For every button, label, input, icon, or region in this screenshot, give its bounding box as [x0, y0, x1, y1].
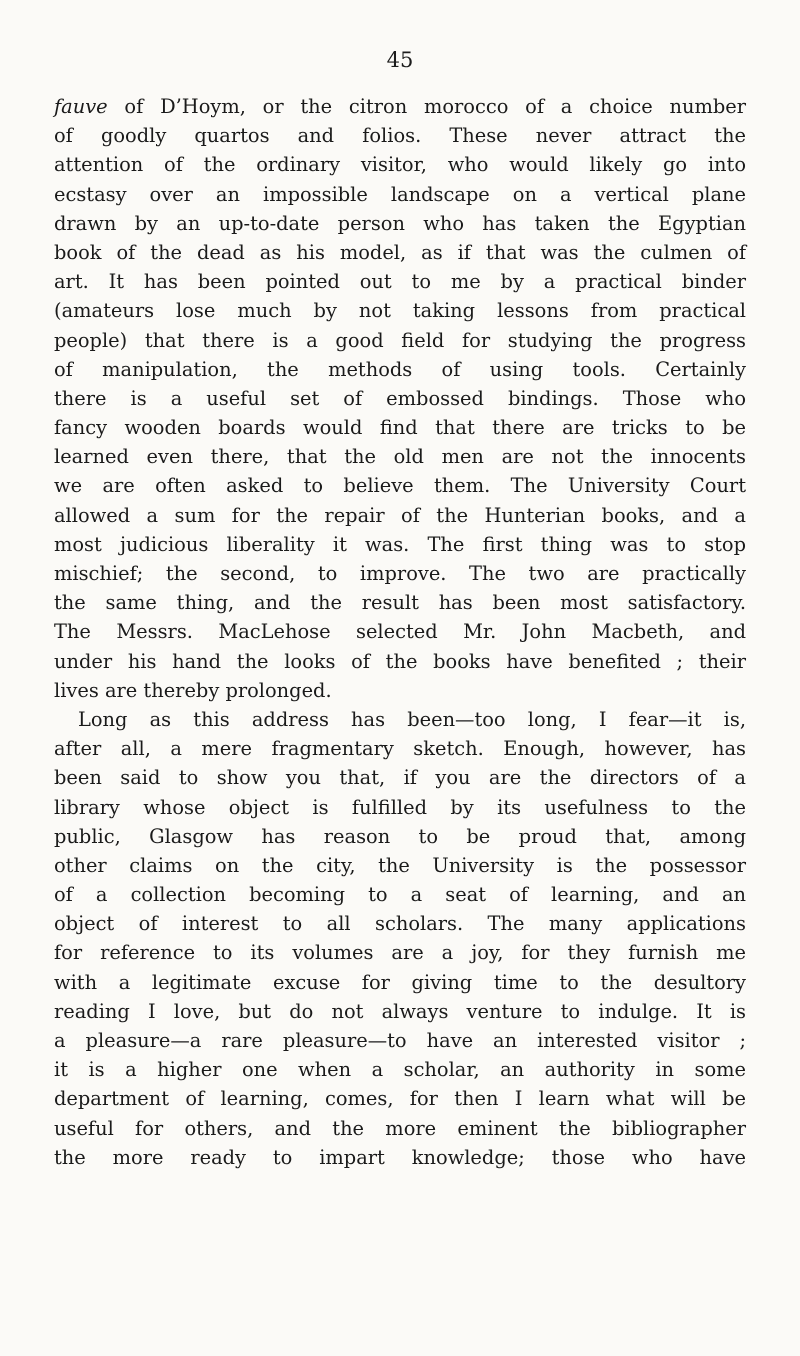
line-text: been said to show you that, if you are the directors of a [54, 766, 746, 790]
text-line [54, 121, 746, 150]
text-line [54, 180, 746, 209]
line-text: people) that there is a good field for studying the progress [54, 328, 746, 352]
line-text: of a collection becoming to a seat of learning, and an [54, 883, 746, 907]
text-line [54, 238, 746, 267]
line-text: the more ready to impart knowledge; those who have [54, 1145, 746, 1169]
text-line [54, 559, 746, 588]
line-text: library whose object is fulfilled by its usefulness to the [54, 795, 746, 819]
line-text: reading I love, but do not always venture to indulge. It is [54, 999, 746, 1023]
text-line [54, 617, 746, 646]
line-text: other claims on the city, the University is the possessor [54, 853, 746, 877]
line-text: book of the dead as his model, as if that was the culmen of [54, 240, 746, 264]
text-line [54, 413, 746, 442]
line-text: fancy wooden boards would find that there are tricks to be [54, 416, 746, 440]
text-line [54, 296, 746, 325]
text-line [54, 92, 746, 121]
line-text: attention of the ordinary visitor, who would likely go into [54, 153, 746, 177]
line-text: after all, a mere fragmentary sketch. Enough, however, has [54, 737, 746, 761]
text-line [54, 1084, 746, 1113]
line-text: allowed a sum for the repair of the Hunterian books, and a [54, 503, 746, 527]
line-text: public, Glasgow has reason to be proud that, among [54, 824, 746, 848]
text-line [54, 442, 746, 471]
line-text: it is a higher one when a scholar, an authority in some [54, 1058, 746, 1082]
text-line [54, 793, 746, 822]
italic-word: fauve [54, 95, 108, 118]
text-line [54, 326, 746, 355]
line-text: for reference to its volumes are a joy, for they furnish me [54, 941, 746, 965]
line-text: of D’Hoym, or the citron morocco of a choice number [107, 95, 746, 118]
line-text: lives are thereby prolonged. [54, 678, 332, 702]
text-line [54, 150, 746, 179]
line-text: of goodly quartos and folios. These never attract the [54, 124, 746, 148]
text-line [54, 209, 746, 238]
text-line [54, 734, 746, 763]
line-text: (amateurs lose much by not taking lessons from practical [54, 299, 746, 323]
line-text: learned even there, that the old men are not the innocents [54, 445, 746, 469]
text-line [54, 851, 746, 880]
line-text: Long as this address has been—too long, I fear—it is, [78, 707, 746, 731]
text-line [54, 763, 746, 792]
text-line [54, 267, 746, 296]
text-line [54, 705, 746, 734]
line-text: mischief; the second, to improve. The two are practically [54, 562, 746, 585]
text-line [54, 355, 746, 384]
line-text: ecstasy over an impossible landscape on a vertical plane [54, 182, 746, 206]
line-text: the same thing, and the result has been most satisfactory. [54, 591, 746, 615]
page-number: 45 [386, 48, 414, 72]
text-line [54, 997, 746, 1026]
line-text: drawn by an up-to-date person who has taken the Egyptian [54, 211, 746, 235]
text-line [54, 909, 746, 938]
text-line [54, 501, 746, 530]
text-line [54, 968, 746, 997]
line-text: there is a useful set of embossed bindings. Those who [54, 386, 746, 410]
text-line [54, 676, 746, 705]
text-line [54, 588, 746, 617]
text-line [54, 384, 746, 413]
text-line [54, 647, 746, 676]
line-text: department of learning, comes, for then I learn what will be [54, 1087, 746, 1111]
line-text: The Messrs. MacLehose selected Mr. John Macbeth, and [54, 620, 746, 644]
text-line [54, 822, 746, 851]
body-text [54, 92, 746, 1172]
line-text: we are often asked to believe them. The University Court [54, 474, 746, 498]
line-text: useful for others, and the more eminent the bibliographer [54, 1116, 746, 1140]
text-line [54, 1055, 746, 1084]
text-line [54, 471, 746, 500]
line-text: art. It has been pointed out to me by a practical binder [54, 270, 746, 294]
line-text: object of interest to all scholars. The many applications [54, 912, 746, 936]
text-line [54, 530, 746, 559]
text-line [54, 938, 746, 967]
line-text: most judicious liberality it was. The first thing was to stop [54, 532, 746, 556]
line-text: a pleasure—a rare pleasure—to have an interested visitor ; [54, 1029, 746, 1052]
text-line [54, 1143, 746, 1172]
text-line [54, 1026, 746, 1055]
line-text: with a legitimate excuse for giving time to the desultory [54, 970, 746, 994]
line-text: of manipulation, the methods of using tools. Certainly [54, 357, 746, 381]
line-text: under his hand the looks of the books have benefited ; their [54, 649, 746, 673]
text-line [54, 1114, 746, 1143]
text-line [54, 880, 746, 909]
